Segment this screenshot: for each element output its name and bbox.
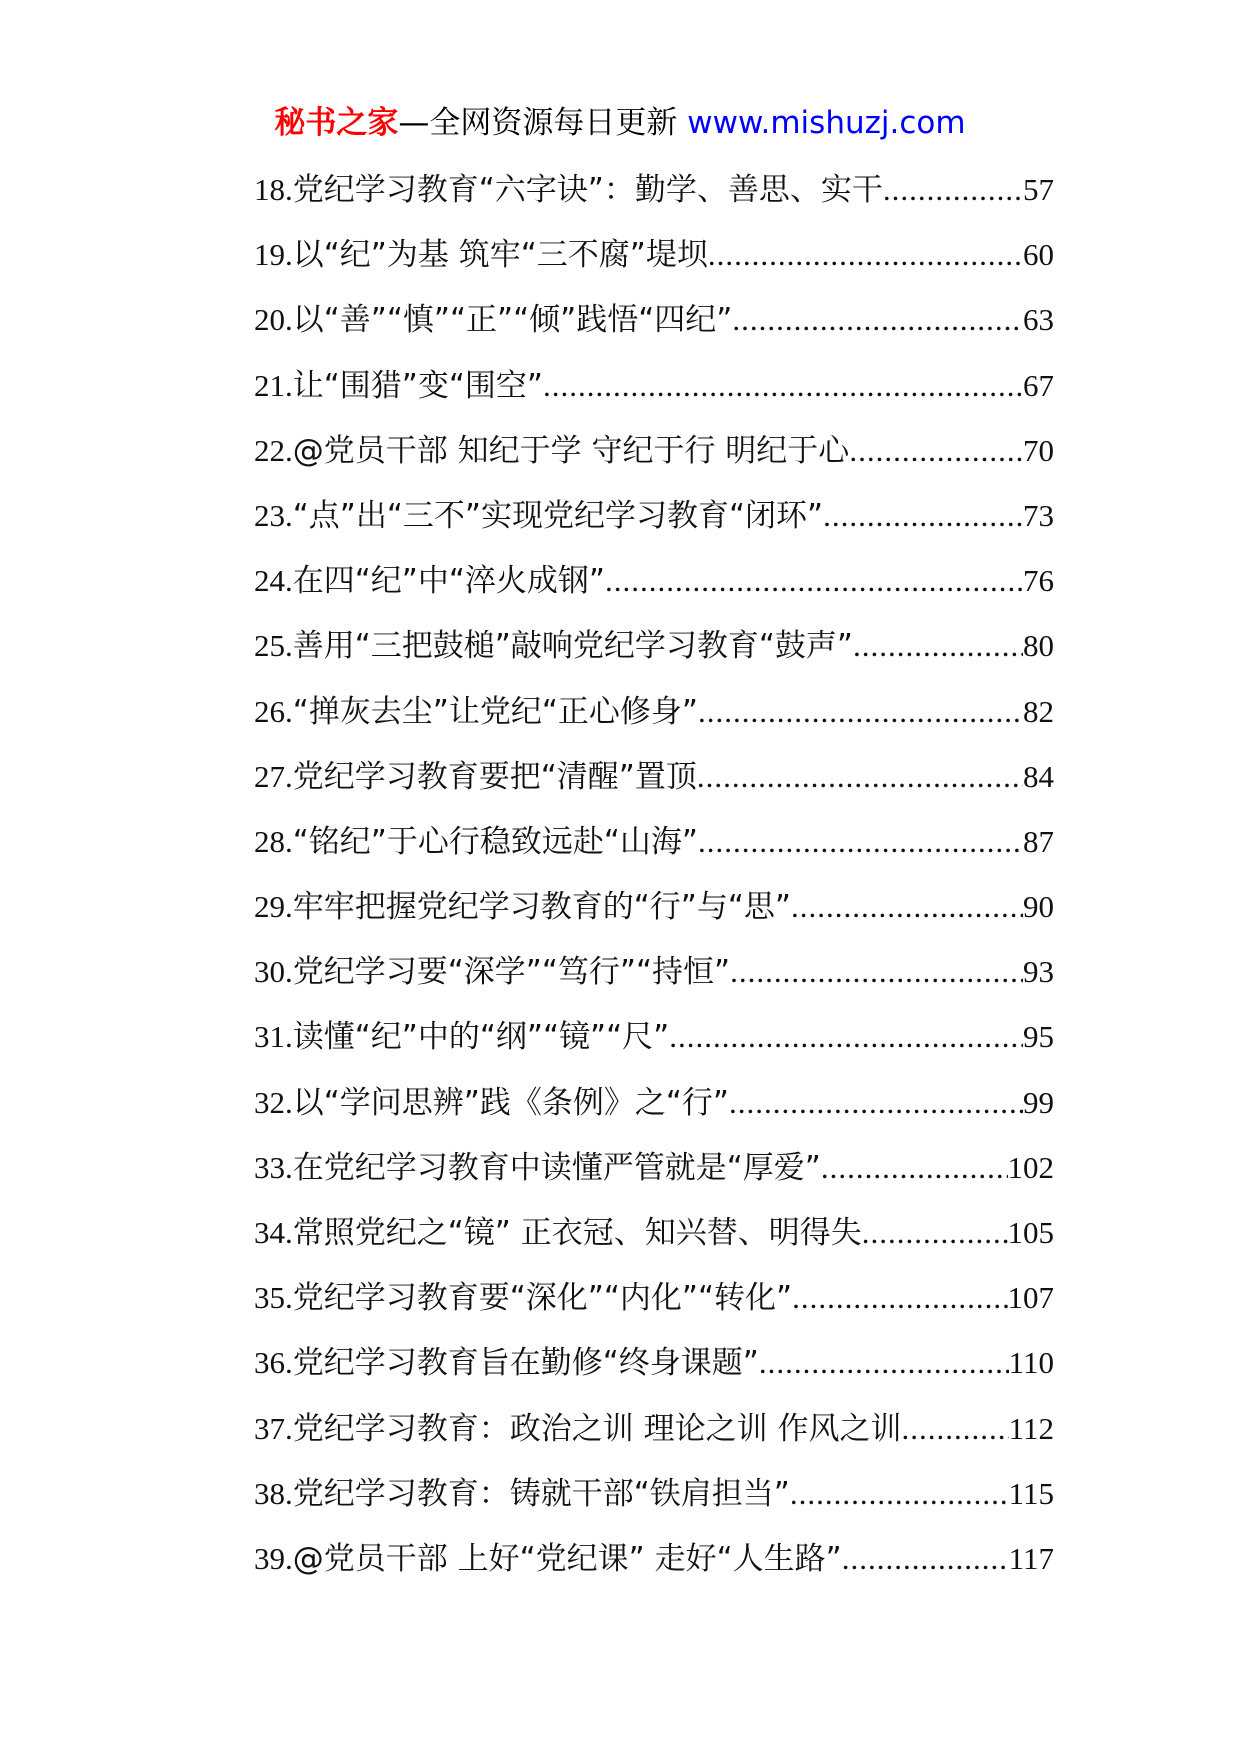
toc-entry-title: 让“围猎”变“围空”	[292, 367, 543, 404]
toc-entry[interactable]	[254, 425, 1054, 490]
toc-entry[interactable]	[254, 1272, 1054, 1337]
toc-entry-title: 党纪学习教育：政治之训 理论之训 作风之训	[292, 1410, 902, 1447]
page-header	[0, 100, 1240, 146]
toc-entry[interactable]	[254, 490, 1054, 555]
toc-page-number: 107	[1007, 1280, 1054, 1316]
toc-entry-title: 党纪学习教育要把“清醒”置顶	[292, 758, 697, 795]
toc-entry-number: 35.	[254, 1280, 293, 1316]
toc-entry[interactable]	[254, 229, 1054, 294]
toc-page-number: 112	[1008, 1410, 1054, 1446]
toc-entry[interactable]	[254, 751, 1054, 816]
toc-page-number: 99	[1023, 1084, 1054, 1120]
toc-entry-number: 27.	[254, 758, 293, 794]
toc-entry-number: 31.	[254, 1019, 293, 1055]
toc-entry-title: 善用“三把鼓槌”敲响党纪学习教育“鼓声”	[292, 628, 853, 665]
toc-page-number: 93	[1023, 954, 1054, 990]
toc-entry[interactable]	[254, 1011, 1054, 1076]
toc-entry-title: 以“学问思辨”践《条例》之“行”	[292, 1084, 729, 1121]
toc-page-number: 80	[1023, 628, 1054, 664]
toc-entry-number: 30.	[254, 954, 293, 990]
toc-entry-number: 32.	[254, 1084, 293, 1120]
toc-entry-number: 39.	[254, 1540, 293, 1576]
toc-page-number: 73	[1023, 497, 1054, 533]
toc-page-number: 67	[1023, 367, 1054, 403]
table-of-contents	[254, 164, 1054, 1598]
toc-entry-number: 19.	[254, 237, 293, 273]
toc-entry-number: 26.	[254, 693, 293, 729]
toc-dot-leader	[708, 237, 1023, 273]
toc-entry[interactable]	[254, 1142, 1054, 1207]
toc-entry-title: “铭纪”于心行稳致远赴“山海”	[292, 823, 698, 860]
toc-entry[interactable]	[254, 360, 1054, 425]
toc-entry-title: 党纪学习教育：铸就干部“铁肩担当”	[292, 1475, 790, 1512]
toc-entry[interactable]	[254, 620, 1054, 685]
toc-page-number: 57	[1023, 172, 1054, 207]
toc-page-number: 90	[1023, 889, 1054, 925]
toc-dot-leader	[698, 824, 1023, 860]
toc-page-number: 117	[1008, 1540, 1054, 1576]
toc-entry-title: 党纪学习要“深学”“笃行”“持恒”	[292, 954, 731, 991]
toc-entry-title: 常照党纪之“镜” 正衣冠、知兴替、明得失	[292, 1215, 862, 1251]
toc-dot-leader	[901, 1411, 1008, 1447]
toc-page-number: 110	[1008, 1345, 1054, 1381]
toc-page-number: 102	[1007, 1149, 1054, 1185]
toc-page-number: 95	[1023, 1019, 1054, 1055]
toc-dot-leader	[792, 1280, 1007, 1316]
toc-dot-leader	[698, 694, 1023, 730]
toc-entry[interactable]	[254, 1077, 1054, 1142]
toc-entry-title: @党员干部 上好“党纪课” 走好“人生路”	[292, 1540, 842, 1577]
toc-dot-leader	[842, 1541, 1009, 1577]
toc-page-number: 82	[1023, 693, 1054, 729]
toc-dot-leader	[730, 954, 1023, 990]
toc-entry-title: 以“纪”为基 筑牢“三不腐”堤坝	[292, 237, 708, 274]
toc-dot-leader	[543, 368, 1023, 404]
toc-entry-number: 18.	[254, 172, 293, 207]
toc-entry[interactable]	[254, 1403, 1054, 1468]
toc-entry-number: 21.	[254, 367, 293, 403]
toc-entry-number: 20.	[254, 302, 293, 338]
toc-page-number: 105	[1007, 1215, 1054, 1250]
toc-page-number: 63	[1023, 302, 1054, 338]
toc-entry[interactable]	[254, 294, 1054, 359]
brand-name: 秘书之家	[274, 105, 399, 141]
toc-entry[interactable]	[254, 946, 1054, 1011]
header-tagline: —全网资源每日更新	[398, 105, 688, 141]
toc-entry-title: 以“善”“慎”“正”“倾”践悟“四纪”	[292, 302, 733, 339]
toc-dot-leader	[790, 1476, 1009, 1512]
toc-page-number: 84	[1023, 758, 1054, 794]
toc-entry-title: “掸灰去尘”让党纪“正心修身”	[292, 693, 698, 730]
toc-entry-number: 37.	[254, 1410, 293, 1446]
toc-page-number: 115	[1008, 1475, 1054, 1511]
toc-dot-leader	[669, 1019, 1023, 1055]
toc-entry-number: 25.	[254, 628, 293, 664]
toc-page-number: 60	[1023, 237, 1054, 273]
toc-entry-number: 34.	[254, 1215, 293, 1250]
toc-page-number: 87	[1023, 823, 1054, 859]
toc-dot-leader	[862, 1215, 1008, 1251]
toc-entry-title: 党纪学习教育“六字诀”：勤学、善思、实干	[292, 172, 883, 208]
toc-entry-number: 28.	[254, 823, 293, 859]
toc-entry[interactable]	[254, 1468, 1054, 1533]
toc-entry[interactable]	[254, 881, 1054, 946]
toc-entry-number: 22.	[254, 432, 293, 468]
toc-entry-number: 24.	[254, 563, 293, 599]
toc-entry-title: 党纪学习教育旨在勤修“终身课题”	[292, 1345, 759, 1382]
toc-dot-leader	[791, 889, 1023, 925]
toc-entry-number: 36.	[254, 1345, 293, 1381]
toc-entry[interactable]	[254, 1533, 1054, 1598]
toc-entry[interactable]	[254, 1337, 1054, 1402]
toc-page-number: 76	[1023, 563, 1054, 599]
toc-dot-leader	[823, 498, 1023, 534]
toc-entry-number: 38.	[254, 1475, 293, 1511]
toc-entry[interactable]	[254, 686, 1054, 751]
toc-entry-title: 在党纪学习教育中读懂严管就是“厚爱”	[292, 1149, 821, 1186]
site-url-link[interactable]: www.mishuzj.com	[687, 105, 966, 141]
toc-dot-leader	[732, 302, 1023, 338]
toc-dot-leader	[697, 759, 1023, 795]
toc-entry[interactable]	[254, 1207, 1054, 1272]
toc-entry-number: 23.	[254, 497, 293, 533]
toc-entry[interactable]	[254, 555, 1054, 620]
toc-dot-leader	[883, 172, 1023, 208]
toc-entry-title: 读懂“纪”中的“纲”“镜”“尺”	[292, 1019, 670, 1056]
toc-entry[interactable]	[254, 816, 1054, 881]
toc-entry-title: 牢牢把握党纪学习教育的“行”与“思”	[292, 889, 791, 926]
toc-dot-leader	[849, 433, 1023, 469]
toc-entry-title: “点”出“三不”实现党纪学习教育“闭环”	[292, 497, 824, 534]
toc-entry-number: 33.	[254, 1149, 293, 1185]
toc-entry-title: @党员干部 知纪于学 守纪于行 明纪于心	[292, 432, 850, 469]
toc-entry-title: 在四“纪”中“淬火成钢”	[292, 563, 605, 600]
toc-dot-leader	[853, 628, 1023, 664]
toc-entry-number: 29.	[254, 889, 293, 925]
toc-dot-leader	[759, 1345, 1009, 1381]
toc-dot-leader	[821, 1150, 1008, 1186]
toc-page-number: 70	[1023, 432, 1054, 468]
toc-dot-leader	[605, 563, 1023, 599]
toc-entry[interactable]	[254, 164, 1054, 229]
toc-dot-leader	[729, 1085, 1023, 1121]
toc-entry-title: 党纪学习教育要“深化”“内化”“转化”	[292, 1280, 793, 1317]
